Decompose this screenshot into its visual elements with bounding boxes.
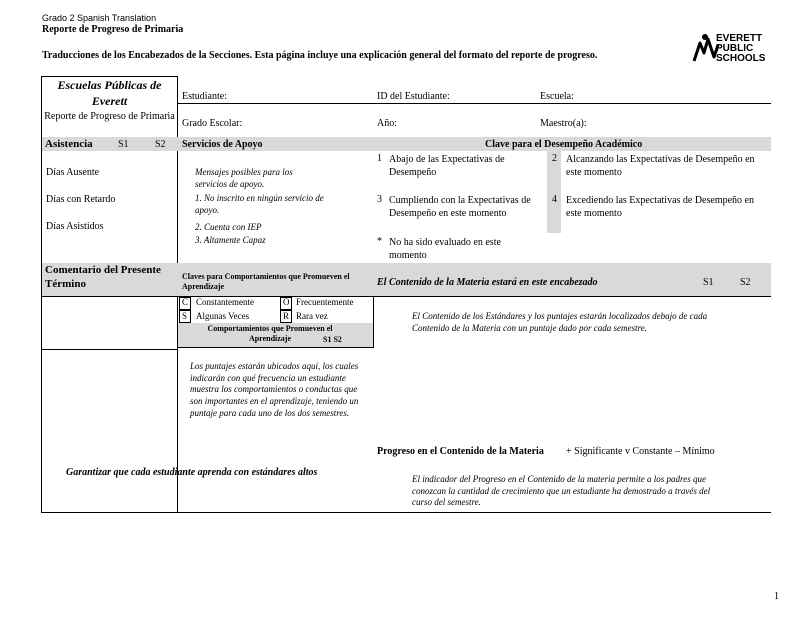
grade-line: Grado 2 Spanish Translation (42, 13, 157, 23)
behavior-key-title: Claves para Comportamientos que Promueven el Aprendizaje (182, 272, 350, 292)
code-s-label: Algunas Veces (196, 311, 250, 321)
days-tardy: Días con Retardo (46, 194, 116, 205)
school-label: Escuela: (540, 91, 574, 102)
school-name: Escuelas Públicas de Everett (57, 78, 162, 108)
code-r: R (283, 311, 290, 321)
teacher-label: Maestro(a): (540, 118, 587, 129)
behaviors-section-title: Comportamientos que Promueven el Aprendizaje (207, 324, 333, 344)
code-o: O (283, 297, 290, 307)
logo-line-1: EVERETT (716, 33, 763, 44)
support-item-2: 2. Cuenta con IEP (195, 222, 262, 232)
everett-logo (688, 33, 768, 69)
comments-title: Comentario del Presente Término (45, 264, 161, 290)
key-num-4: 4 (552, 194, 557, 205)
key-text-3: Cumpliendo con la Expectativas de Desempeño en este momento (389, 195, 531, 219)
logo-line-3: SCHOOLS (716, 53, 766, 64)
grade-label: Grado Escolar: (182, 118, 243, 129)
school-report-name: Reporte de Progreso de Primaria (44, 111, 175, 122)
key-text-2: Alcanzando las Expectativas de Desempeño en este momento (566, 154, 755, 178)
page-number: 1 (774, 591, 779, 602)
key-text-5: No ha sido evaluado en este momento (389, 237, 501, 261)
page-subtitle: Traducciones de los Encabezados de la Secciones. Esta página incluye una explicación general del formato del reporte de progreso. (42, 50, 598, 61)
attendance-s1: S1 (118, 139, 129, 150)
content-explanation: El Contenido de los Estándares y los puntajes estarán localizados debajo de cada Contenido de la Materia con un puntaje dado por cada semestre. (412, 311, 708, 333)
key-text-4: Excediendo las Expectativas de Desempeño en este momento (566, 195, 754, 219)
key-text-1: Abajo de las Expectativas de Desempeño (389, 154, 505, 178)
days-absent: Días Ausente (46, 167, 100, 178)
progress-explanation: El indicador del Progreso en el Contenido de la materia permite a los padres que conozcan la cantidad de crecimiento que un estudiante ha demostrado a través del curso del semestre. (412, 474, 711, 508)
key-num-1: 1 (377, 153, 382, 164)
support-title: Servicios de Apoyo (182, 139, 263, 150)
code-r-label: Rara vez (296, 311, 328, 321)
content-s2: S2 (740, 277, 751, 288)
attendance-title: Asistencia (45, 138, 93, 150)
support-item-1: 1. No inscrito en ningún servicio de apoyo. (195, 193, 324, 215)
code-o-label: Frecuentemente (296, 297, 354, 307)
progress-legend: + Significante v Constante – Mínimo (566, 446, 715, 457)
behaviors-s1s2: S1 S2 (323, 335, 342, 344)
content-s1: S1 (703, 277, 714, 288)
code-c: C (182, 297, 189, 307)
code-s: S (182, 311, 188, 321)
code-c-label: Constantemente (196, 297, 254, 307)
content-heading: El Contenido de la Materia estará en este encabezado (377, 277, 598, 288)
support-item-3: 3. Altamente Capaz (195, 235, 266, 245)
progress-heading: Progreso en el Contenido de la Materia (377, 446, 544, 457)
student-label: Estudiante: (182, 91, 227, 102)
behaviors-explanation: Los puntajes estarán ubicados aquí, los cuales indicarán con qué frecuencia un estudiante muestra los comportamientos o conductas que son importantes en el aprendizaje, teniendo un puntaje para cada uno de los dos semestres. (190, 361, 359, 418)
academic-key-title: Clave para el Desempeño Académico (485, 139, 643, 150)
report-title: Reporte de Progreso de Primaria (42, 24, 184, 35)
logo-line-2: PUBLIC (716, 43, 754, 54)
attendance-s2: S2 (155, 139, 166, 150)
year-label: Año: (377, 118, 397, 129)
key-num-2: 2 (552, 153, 557, 164)
days-attended: Días Asistidos (46, 221, 104, 232)
student-id-label: ID del Estudiante: (377, 91, 450, 102)
motto: Garantizar que cada estudiante aprenda con estándares altos (66, 467, 318, 478)
support-intro: Mensajes posibles para los servicios de apoyo. (195, 167, 293, 189)
key-num-3: 3 (377, 194, 382, 205)
key-num-5: * (377, 236, 382, 247)
